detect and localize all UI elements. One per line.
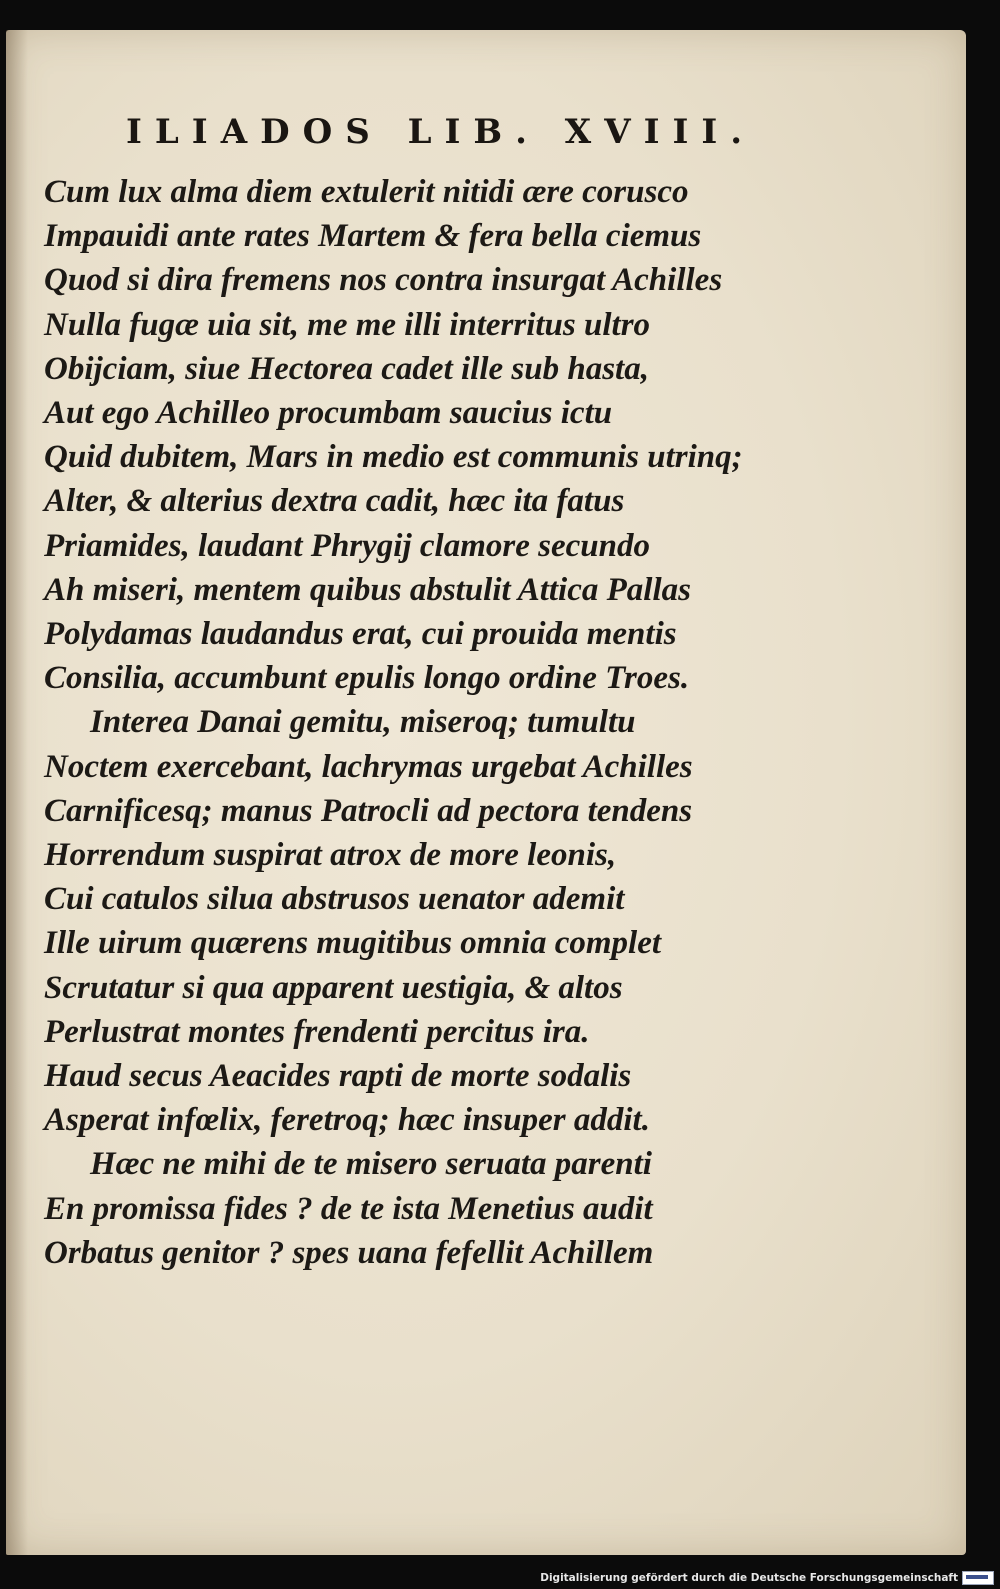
verse-line: Aut ego Achilleo procumbam saucius ictu xyxy=(44,395,613,432)
digitization-credit xyxy=(540,1571,994,1585)
verse-line: Quod si dira fremens nos contra insurgat Achilles xyxy=(44,262,723,299)
verse-line: Ah miseri, mentem quibus abstulit Attica Pallas xyxy=(44,571,691,608)
verse-line: Haud secus Aeacides rapti de morte sodalis xyxy=(44,1058,632,1095)
verse-line: Perlustrat montes frendenti percitus ira. xyxy=(44,1013,590,1050)
verse-line: Cui catulos silua abstrusos uenator ademit xyxy=(44,881,625,918)
verse-line: Cum lux alma diem extulerit nitidi ære corusco xyxy=(44,174,689,210)
verse-line: Impauidi ante rates Martem & fera bella ciemus xyxy=(44,218,702,255)
verse-line: Alter, & alterius dextra cadit, hæc ita fatus xyxy=(44,483,625,520)
verse-line: En promissa fides ? de te ista Menetius audit xyxy=(44,1190,653,1227)
verse-line: Interea Danai gemitu, miseroq; tumultu xyxy=(90,704,636,741)
verse-line: Obijciam, siue Hectorea cadet ille sub hasta, xyxy=(44,350,649,387)
verse-line: Noctem exercebant, lachrymas urgebat Achilles xyxy=(44,748,693,785)
verse-line: Quid dubitem, Mars in medio est communis utrinq; xyxy=(44,439,743,476)
verse-line: Scrutatur si qua apparent uestigia, & altos xyxy=(44,969,623,1006)
verse-line: Horrendum suspirat atrox de more leonis, xyxy=(44,837,617,874)
book-page xyxy=(6,30,966,1555)
verse-line: Asperat infœlix, feretroq; hæc insuper addit. xyxy=(44,1102,650,1139)
verse-line: Carnificesq; manus Patrocli ad pectora tendens xyxy=(44,792,693,829)
verse-line: Consilia, accumbunt epulis longo ordine Troes. xyxy=(44,660,690,697)
verse-block xyxy=(44,170,744,1275)
verse-line: Nulla fugæ uia sit, me me illi interritus ultro xyxy=(44,306,651,343)
verse-line: Hæc ne mihi de te misero seruata parenti xyxy=(90,1146,652,1183)
verse-line: Orbatus genitor ? spes uana fefellit Achillem xyxy=(44,1234,654,1271)
verse-line: Polydamas laudandus erat, cui prouida mentis xyxy=(44,616,677,653)
verse-line: Priamides, laudant Phrygij clamore secundo xyxy=(44,527,650,564)
page-gutter-shadow xyxy=(6,30,28,1555)
dfg-logo-icon xyxy=(962,1571,994,1585)
credit-text: Digitalisierung gefördert durch die Deutsche Forschungsgemeinschaft xyxy=(540,1572,958,1584)
verse-line: Ille uirum quærens mugitibus omnia complet xyxy=(44,925,662,962)
running-header: ILIADOS LIB. XVIII. xyxy=(126,112,756,152)
